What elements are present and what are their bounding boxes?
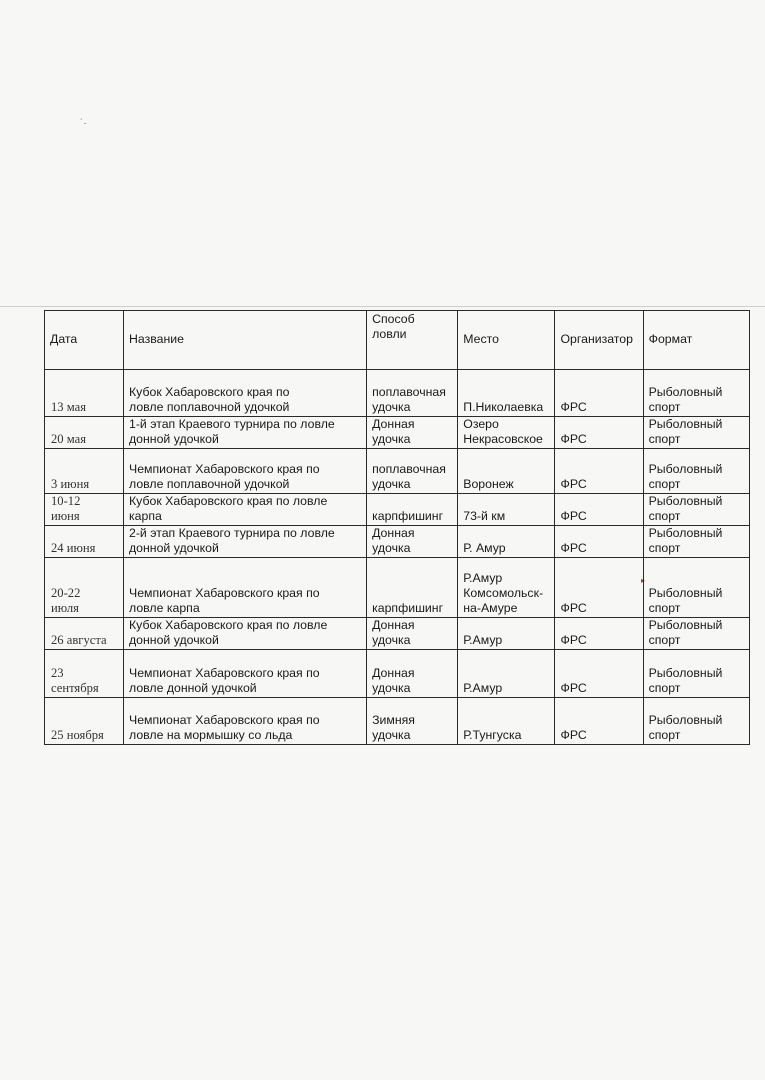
cell-organizer xyxy=(555,526,643,558)
cell-organizer xyxy=(555,558,646,618)
cell-format-line: спорт xyxy=(648,601,681,615)
table-row xyxy=(45,417,750,449)
cell-name-line: донной удочкой xyxy=(129,432,219,446)
cell-organizer xyxy=(555,494,643,526)
cell-date xyxy=(45,650,124,698)
table-row xyxy=(45,494,750,526)
cell-date xyxy=(45,494,124,526)
cell-date xyxy=(45,526,124,558)
cell-format-line: Рыболовный xyxy=(648,713,723,727)
cell-method xyxy=(367,370,458,417)
cell-format xyxy=(643,417,749,449)
cell-format-line: спорт xyxy=(648,728,681,742)
cell-name-line: Чемпионат Хабаровского края по xyxy=(129,586,320,600)
table-row xyxy=(45,650,750,698)
cell-date xyxy=(45,558,124,618)
scan-speck: ▸ xyxy=(641,576,646,585)
cell-name-line: донной удочкой xyxy=(129,541,219,555)
cell-format-line: Рыболовный xyxy=(648,462,723,476)
scan-speck: ˙· xyxy=(80,118,87,129)
cell-method-line: удочка xyxy=(372,633,411,647)
cell-method xyxy=(367,558,458,618)
cell-method-line: Донная xyxy=(372,526,415,540)
cell-method-line: карпфишинг xyxy=(372,509,444,523)
cell-name-line: ловле поплавочной удочкой xyxy=(129,400,290,414)
cell-format xyxy=(643,650,749,698)
cell-place-line: Некрасовское xyxy=(463,432,543,446)
cell-method-line: Донная xyxy=(372,618,415,632)
cell-format-line: Рыболовный xyxy=(648,385,723,399)
table-row xyxy=(45,698,750,745)
cell-date-line: 10-12 xyxy=(51,494,81,508)
cell-name xyxy=(124,370,367,417)
cell-name-line: Чемпионат Хабаровского края по xyxy=(129,666,320,680)
cell-format-line: спорт xyxy=(648,633,681,647)
cell-place-line: Озеро xyxy=(463,417,499,431)
cell-organizer-line: ФРС xyxy=(560,477,587,491)
cell-format-line: спорт xyxy=(648,681,681,695)
cell-organizer xyxy=(555,370,643,417)
cell-date-line: 25 ноября xyxy=(51,728,104,742)
header-place: Место xyxy=(458,311,555,370)
cell-date-line: июля xyxy=(51,601,79,615)
cell-date-line: 13 мая xyxy=(51,400,87,414)
cell-organizer-line: ФРС xyxy=(560,400,587,414)
cell-name xyxy=(124,417,367,449)
cell-format-line: спорт xyxy=(648,400,681,414)
cell-organizer xyxy=(555,449,643,494)
cell-format xyxy=(643,370,749,417)
header-method-line1: Способ xyxy=(372,312,415,326)
cell-name-line: Кубок Хабаровского края по ловле xyxy=(129,618,328,632)
cell-method-line: поплавочная xyxy=(372,462,446,476)
cell-organizer-line: ФРС xyxy=(560,509,587,523)
cell-name-line: Кубок Хабаровского края по xyxy=(129,385,290,399)
cell-format xyxy=(643,618,749,650)
cell-place xyxy=(458,494,555,526)
table-row xyxy=(45,618,750,650)
cell-method-line: удочка xyxy=(372,432,411,446)
cell-organizer-line: ФРС xyxy=(560,633,587,647)
cell-place-line: Комсомольск- xyxy=(463,586,544,600)
cell-date-line: 20 мая xyxy=(51,432,87,446)
cell-date-line: 26 августа xyxy=(51,633,107,647)
cell-name-line: карпа xyxy=(129,509,162,523)
cell-organizer xyxy=(555,698,643,745)
cell-date xyxy=(45,417,124,449)
scan-edge xyxy=(0,306,765,307)
cell-place-line: П.Николаевка xyxy=(463,400,544,414)
cell-date-line: 3 июня xyxy=(51,477,90,491)
cell-name-line: 1-й этап Краевого турнира по ловле xyxy=(129,417,335,431)
cell-method-line: поплавочная xyxy=(372,385,446,399)
cell-method xyxy=(367,494,458,526)
cell-format xyxy=(643,558,749,618)
cell-format xyxy=(643,526,749,558)
table-row xyxy=(45,370,750,417)
cell-place xyxy=(458,449,555,494)
cell-method xyxy=(367,449,458,494)
cell-date-line: 20-22 xyxy=(51,586,81,600)
cell-name-line: ловле поплавочной удочкой xyxy=(129,477,290,491)
cell-format-line: Рыболовный xyxy=(648,586,723,600)
cell-method-line: Донная xyxy=(372,417,415,431)
cell-format xyxy=(643,698,749,745)
cell-place-line: 73-й км xyxy=(463,509,506,523)
table-row xyxy=(45,558,750,618)
cell-name-line: донной удочкой xyxy=(129,633,219,647)
cell-place xyxy=(458,417,555,449)
cell-method-line: Донная xyxy=(372,666,415,680)
cell-method-line: удочка xyxy=(372,681,411,695)
cell-name xyxy=(124,698,367,745)
cell-name xyxy=(124,494,367,526)
cell-organizer xyxy=(555,417,643,449)
header-organizer: Организатор xyxy=(555,311,643,370)
competition-schedule-table xyxy=(44,310,750,745)
cell-name xyxy=(124,650,367,698)
cell-place xyxy=(458,558,555,618)
cell-method xyxy=(367,650,458,698)
cell-name-line: 2-й этап Краевого турнира по ловле xyxy=(129,526,335,540)
cell-organizer-line: ФРС xyxy=(560,601,587,615)
cell-format-line: спорт xyxy=(648,477,681,491)
table-row xyxy=(45,449,750,494)
header-format: Формат xyxy=(643,311,749,370)
cell-format-line: Рыболовный xyxy=(648,494,723,508)
cell-place xyxy=(458,370,555,417)
cell-place-line: Р. Амур xyxy=(463,541,506,555)
cell-organizer-line: ФРС xyxy=(560,728,587,742)
cell-format-line: спорт xyxy=(648,432,681,446)
cell-method-line: удочка xyxy=(372,541,411,555)
cell-format xyxy=(643,449,749,494)
cell-name xyxy=(124,449,367,494)
cell-organizer xyxy=(555,618,643,650)
cell-name-line: Чемпионат Хабаровского края по xyxy=(129,713,320,727)
cell-name xyxy=(124,558,367,618)
cell-organizer-line: ФРС xyxy=(560,541,587,555)
header-date: Дата xyxy=(45,311,124,370)
cell-place-line: Р.Амур xyxy=(463,633,503,647)
cell-name xyxy=(124,526,367,558)
cell-organizer xyxy=(555,650,643,698)
cell-place-line: Воронеж xyxy=(463,477,514,491)
cell-place xyxy=(458,698,555,745)
cell-date xyxy=(45,698,124,745)
header-method xyxy=(367,311,458,370)
cell-method xyxy=(367,417,458,449)
cell-format-line: Рыболовный xyxy=(648,618,723,632)
cell-name-line: Чемпионат Хабаровского края по xyxy=(129,462,320,476)
cell-place xyxy=(458,618,555,650)
cell-method-line: удочка xyxy=(372,728,411,742)
cell-date xyxy=(45,370,124,417)
cell-place xyxy=(458,650,555,698)
cell-name-line: ловле на мормышку со льда xyxy=(129,728,293,742)
cell-format-line: спорт xyxy=(648,541,681,555)
cell-place-line: Р.Амур xyxy=(463,571,503,585)
cell-place-line: на-Амуре xyxy=(463,601,518,615)
cell-format-line: Рыболовный xyxy=(648,666,723,680)
header-name: Название xyxy=(124,311,367,370)
table-row xyxy=(45,526,750,558)
cell-date-line: июня xyxy=(51,509,80,523)
cell-organizer-line: ФРС xyxy=(560,681,587,695)
table-header-row xyxy=(45,311,750,370)
cell-format xyxy=(643,494,749,526)
cell-date-line: 23 xyxy=(51,666,64,680)
cell-method xyxy=(367,526,458,558)
cell-place-line: Р.Амур xyxy=(463,681,503,695)
cell-method-line: Зимняя xyxy=(372,713,415,727)
cell-method-line: удочка xyxy=(372,477,411,491)
cell-name xyxy=(124,618,367,650)
cell-format-line: спорт xyxy=(648,509,681,523)
cell-method xyxy=(367,618,458,650)
header-method-line2: ловли xyxy=(372,327,407,341)
cell-method-line: карпфишинг xyxy=(372,601,444,615)
cell-format-line: Рыболовный xyxy=(648,526,723,540)
cell-organizer-line: ФРС xyxy=(560,432,587,446)
cell-place-line: Р.Тунгуска xyxy=(463,728,522,742)
cell-date xyxy=(45,618,124,650)
cell-name-line: Кубок Хабаровского края по ловле xyxy=(129,494,328,508)
cell-name-line: ловле донной удочкой xyxy=(129,681,257,695)
cell-format-line: Рыболовный xyxy=(648,417,723,431)
cell-name-line: ловле карпа xyxy=(129,601,200,615)
cell-place xyxy=(458,526,555,558)
cell-method-line: удочка xyxy=(372,400,411,414)
cell-date-line: сентября xyxy=(51,681,99,695)
cell-date-line: 24 июня xyxy=(51,541,96,555)
cell-method xyxy=(367,698,458,745)
cell-date xyxy=(45,449,124,494)
